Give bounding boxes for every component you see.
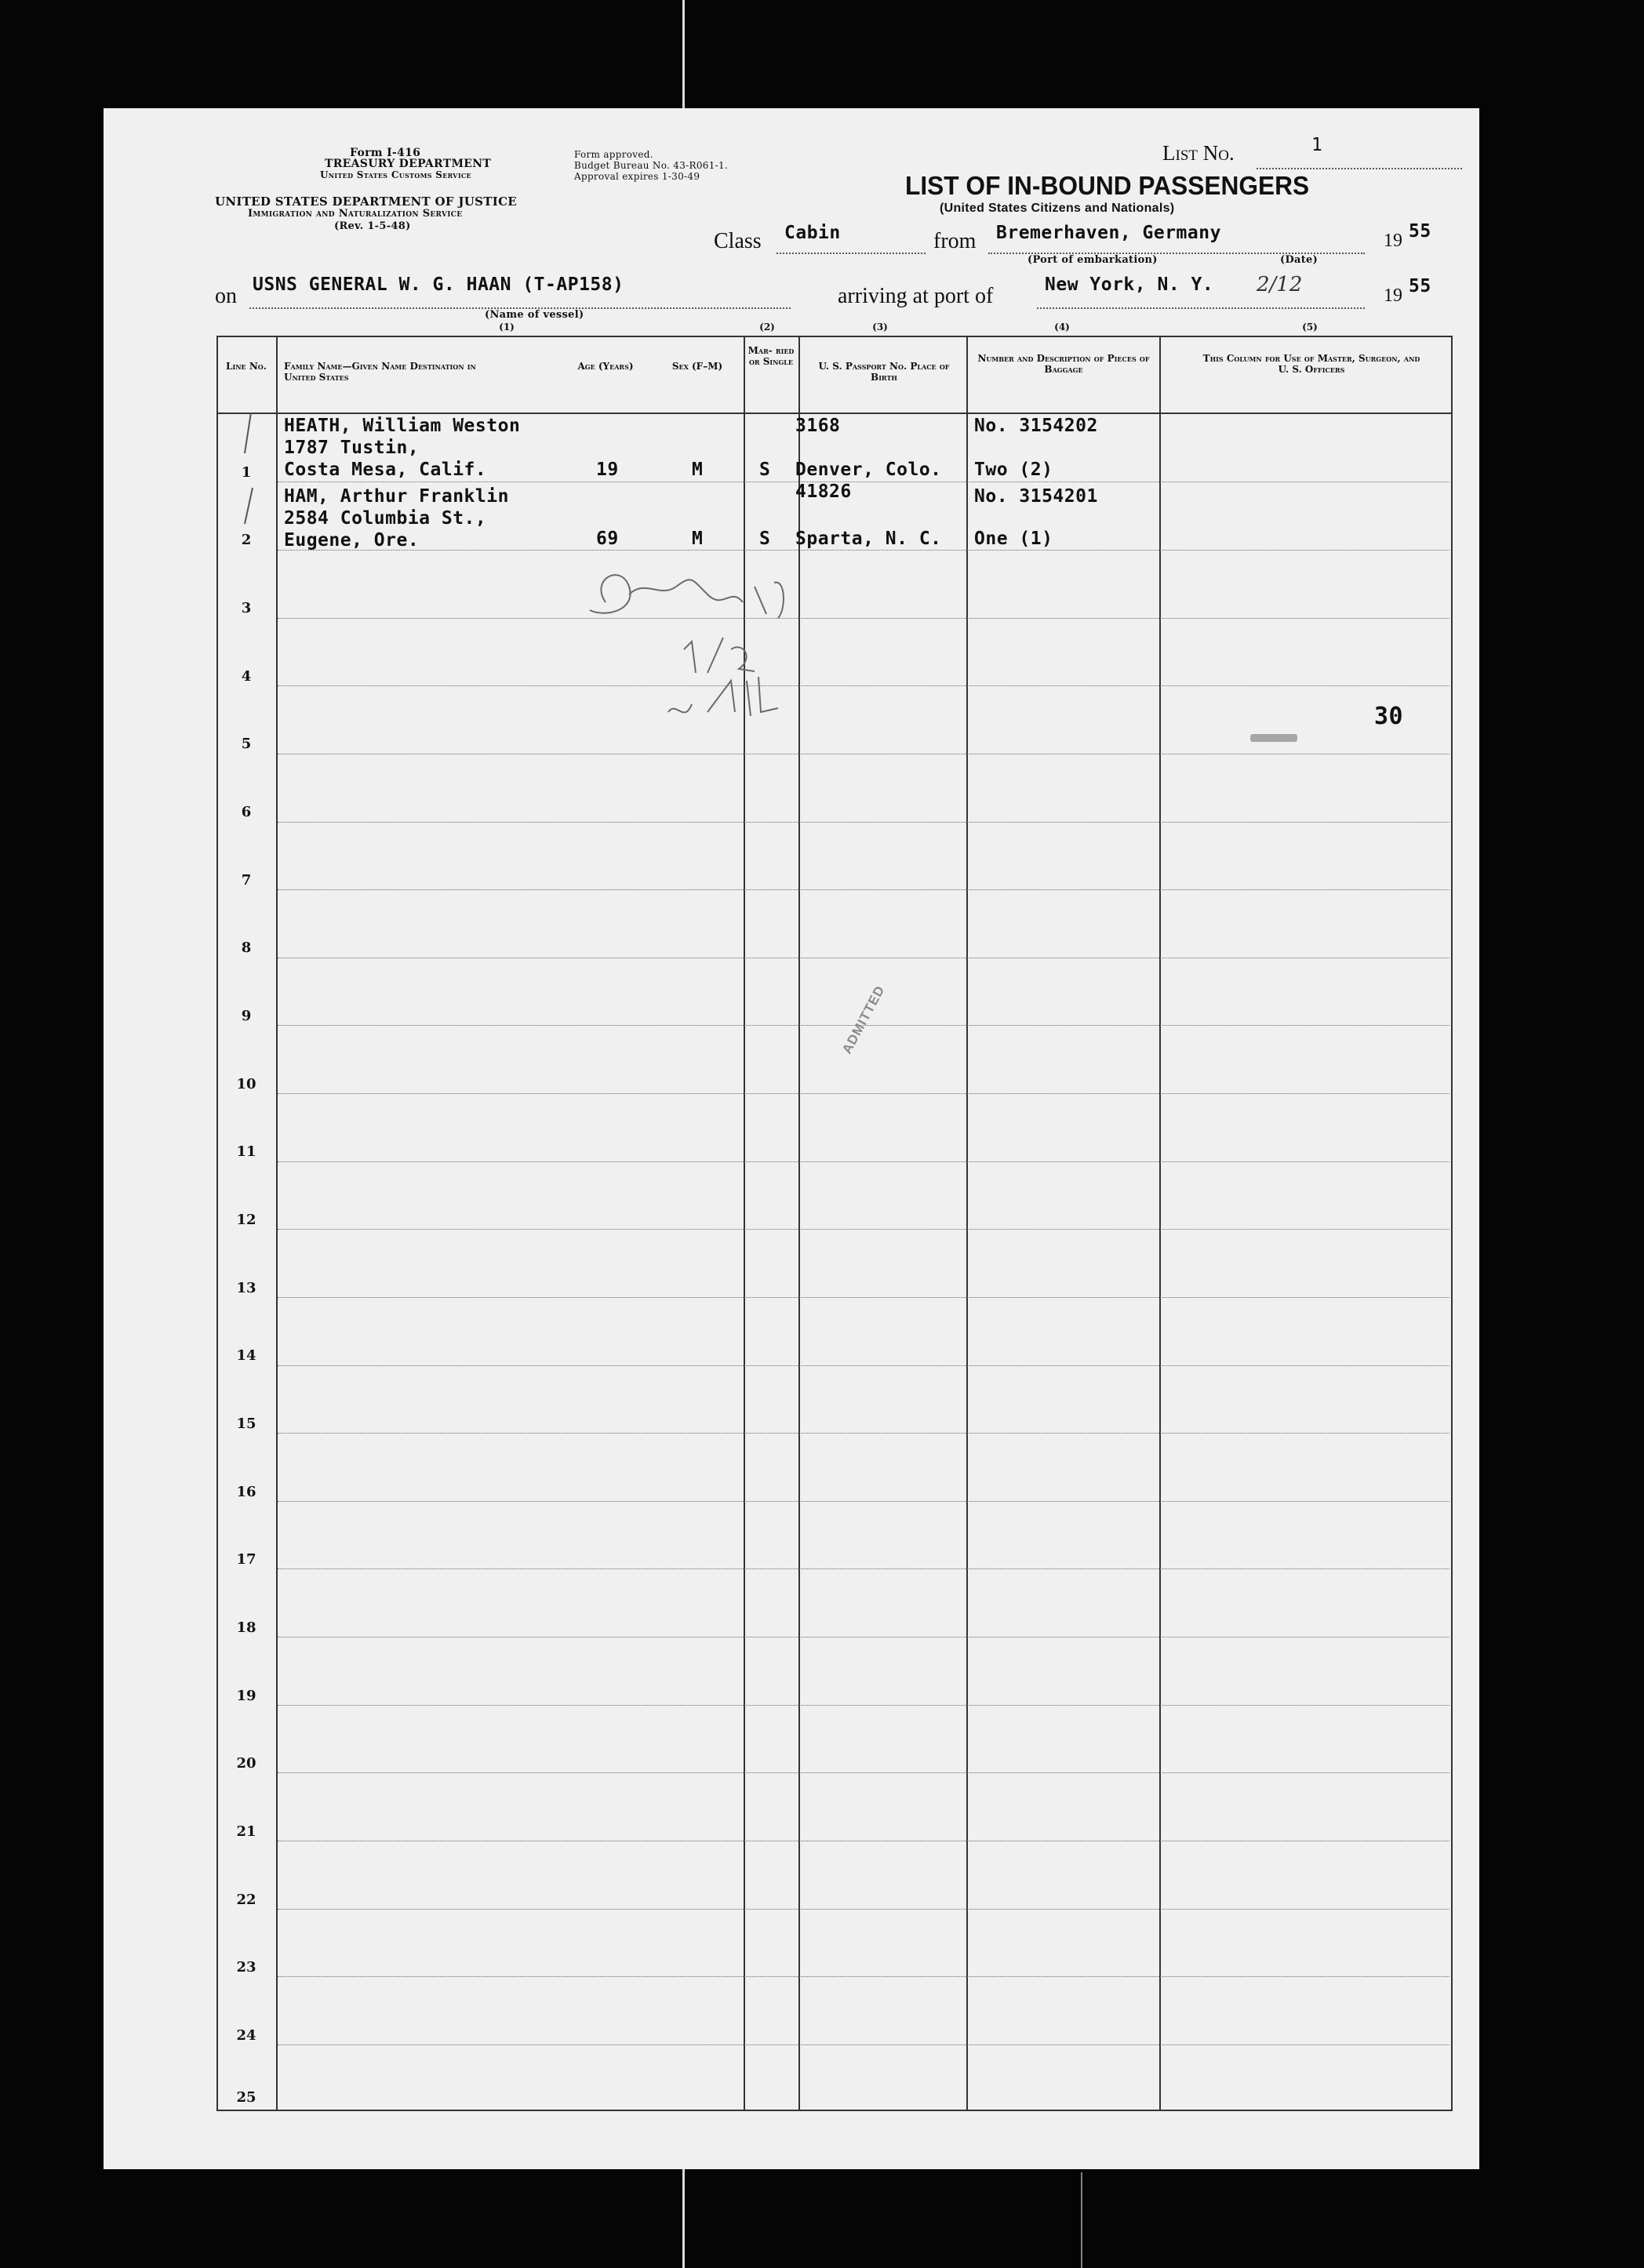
line-number: 9 (241, 1008, 252, 1024)
line-number: 1 (241, 464, 252, 481)
year-prefix: 19 (1384, 231, 1402, 251)
passenger-1-marital: S (759, 460, 771, 480)
line-number: 16 (236, 1484, 256, 1500)
justice-dept: UNITED STATES DEPARTMENT OF JUSTICE (215, 194, 518, 209)
ins-service: Immigration and Naturalization Service (248, 208, 463, 220)
year-suffix: 55 (1409, 221, 1431, 242)
row-rule (278, 889, 1449, 890)
line-number: 5 (241, 736, 252, 752)
row-rule (278, 1909, 1449, 1910)
line-number: 15 (236, 1416, 256, 1432)
header-passport: U. S. Passport No. Place of Birth (818, 361, 950, 383)
header-married: Mar- ried or Single (747, 345, 795, 367)
row-rule (278, 1161, 1449, 1162)
passenger-1-age: 19 (596, 460, 619, 480)
scan-line (1081, 2172, 1082, 2268)
header-sex: Sex (F–M) (671, 361, 723, 372)
check-marks (221, 406, 276, 555)
from-label: from (933, 229, 977, 253)
from-value: Bremerhaven, Germany (996, 223, 1221, 243)
line-number: 6 (241, 804, 252, 820)
line-number: 20 (236, 1755, 256, 1772)
row-rule (278, 550, 1449, 551)
header-bottom-rule (218, 413, 1451, 414)
line-number: 7 (241, 872, 252, 889)
line-number: 2 (241, 532, 252, 548)
row-rule (278, 1229, 1449, 1230)
passenger-1-city: Costa Mesa, Calif. (284, 460, 487, 480)
class-line (777, 253, 926, 254)
row-rule (278, 1093, 1449, 1094)
passenger-2-city: Eugene, Ore. (284, 530, 420, 551)
class-label: Class (714, 229, 762, 253)
line-number: 4 (241, 668, 252, 685)
passenger-1-sex: M (692, 460, 704, 480)
row-rule (278, 618, 1449, 619)
page-title: LIST OF IN-BOUND PASSENGERS (905, 171, 1310, 200)
vessel-name: USNS GENERAL W. G. HAAN (T-AP158) (253, 274, 624, 295)
manifest-table (216, 336, 1453, 2111)
row-rule (278, 1433, 1449, 1434)
officers-note-smudge (1250, 734, 1297, 742)
line-number: 19 (236, 1688, 256, 1704)
passenger-2-name: HAM, Arthur Franklin (284, 486, 509, 507)
form-approved: Form approved. (574, 149, 653, 160)
officers-note-number: 30 (1374, 703, 1404, 730)
passenger-1-baggage-desc: Two (2) (974, 460, 1053, 480)
on-label: on (215, 284, 237, 308)
line-number: 21 (236, 1823, 256, 1840)
passenger-2-baggage-desc: One (1) (974, 529, 1053, 549)
row-rule (278, 2044, 1449, 2045)
year2-suffix: 55 (1409, 276, 1431, 296)
date-caption: (Date) (1280, 254, 1318, 266)
list-no-value: 1 (1311, 135, 1323, 155)
row-rule (278, 822, 1449, 823)
row-rule (278, 1501, 1449, 1502)
class-value: Cabin (784, 223, 841, 243)
line-number: 10 (236, 1076, 256, 1092)
column-number-2: (2) (759, 322, 775, 333)
year2-prefix: 19 (1384, 285, 1402, 306)
revision: (Rev. 1-5-48) (334, 220, 411, 232)
row-rule (278, 1365, 1449, 1366)
treasury-dept: TREASURY DEPARTMENT (325, 158, 492, 170)
line-number: 11 (236, 1143, 256, 1160)
passenger-2-age: 69 (596, 529, 619, 549)
line-number: 17 (236, 1551, 256, 1568)
list-no-line (1257, 168, 1462, 169)
line-number: 14 (236, 1347, 256, 1364)
passenger-2-baggage-no: No. 3154201 (974, 486, 1098, 507)
line-number: 8 (241, 940, 252, 956)
page-subtitle: (United States Citizens and Nationals) (940, 202, 1175, 215)
divider-officers (1159, 337, 1161, 2110)
passenger-2-address: 2584 Columbia St., (284, 508, 487, 529)
arrival-date: 2/12 (1257, 273, 1303, 296)
passenger-2-marital: S (759, 529, 771, 549)
passenger-1-passport: 3168 (795, 416, 841, 436)
passenger-1-name: HEATH, William Weston (284, 416, 521, 436)
header-age: Age (Years) (577, 361, 634, 372)
line-number: 23 (236, 1959, 256, 1975)
header-name: Family Name—Given Name Destination in United States (284, 361, 476, 383)
budget-bureau: Budget Bureau No. 43-R061-1. (574, 160, 729, 171)
approval-expires: Approval expires 1-30-49 (574, 171, 700, 182)
row-rule (278, 1297, 1449, 1298)
passenger-1-birthplace: Denver, Colo. (795, 460, 942, 480)
line-number: 18 (236, 1619, 256, 1636)
row-rule (278, 1772, 1449, 1773)
header-line-no: Line No. (226, 361, 267, 372)
passenger-1-baggage-no: No. 3154202 (974, 416, 1098, 436)
header-officers: This Column for Use of Master, Surgeon, and U. S. Officers (1202, 353, 1420, 375)
column-number-3: (3) (872, 322, 888, 333)
row-rule (278, 685, 1449, 686)
line-number: 3 (241, 600, 252, 616)
embarkation-caption: (Port of embarkation) (1028, 254, 1158, 266)
divider-baggage (966, 337, 968, 2110)
passenger-1-address: 1787 Tustin, (284, 438, 420, 458)
divider-line-no (276, 337, 278, 2110)
line-number: 13 (236, 1280, 256, 1296)
customs-service: United States Customs Service (320, 169, 471, 180)
vessel-caption: (Name of vessel) (485, 309, 584, 321)
header-baggage: Number and Description of Pieces of Baggage (977, 353, 1150, 375)
column-number-1: (1) (499, 322, 515, 333)
line-number: 24 (236, 2027, 256, 2044)
passenger-manifest-page (104, 108, 1479, 2169)
line-number: 25 (236, 2089, 256, 2106)
list-no-label: List No. (1162, 141, 1235, 165)
column-number-4: (4) (1054, 322, 1070, 333)
arrival-port: New York, N. Y. (1045, 274, 1214, 295)
form-number: Form I-416 (350, 147, 421, 159)
passenger-2-passport: 41826 (795, 482, 852, 502)
line-number: 22 (236, 1892, 256, 1908)
line-number: 12 (236, 1212, 256, 1228)
admitted-stamp: ADMITTED (839, 983, 888, 1056)
row-rule (278, 1705, 1449, 1706)
passenger-2-birthplace: Sparta, N. C. (795, 529, 942, 549)
port-line (1037, 307, 1365, 309)
row-rule (278, 1568, 1449, 1569)
arriving-label: arriving at port of (838, 284, 994, 308)
column-number-5: (5) (1302, 322, 1318, 333)
passenger-2-sex: M (692, 529, 704, 549)
row-rule (278, 1976, 1449, 1977)
